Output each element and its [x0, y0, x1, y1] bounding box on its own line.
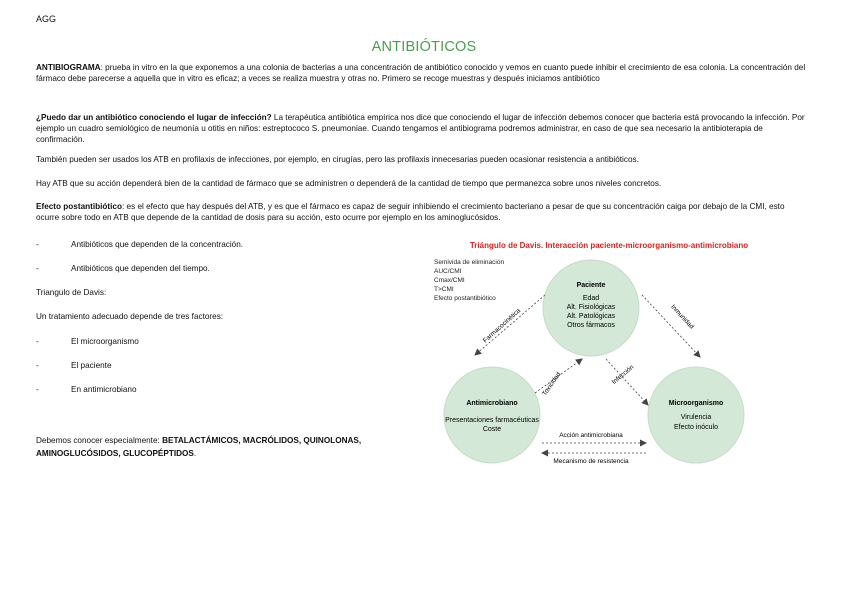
closing-paragraph: [36, 434, 366, 460]
bullet-dash: -: [36, 385, 39, 394]
pharmacokinetics-label: Farmacocinética: [481, 307, 523, 345]
pk-line: Efecto postantibiótico: [434, 295, 496, 302]
antibiograma-term: ANTIBIOGRAMA: [36, 63, 101, 72]
patient-factor: Otros fármacos: [567, 322, 615, 329]
patient-factor: Alt. Fisiológicas: [566, 304, 616, 311]
resistance-label: Mecanismo de resistencia: [553, 458, 629, 465]
davis-label: Triangulo de Davis:: [36, 288, 107, 297]
immunity-label: Inmunidad: [669, 303, 696, 331]
antimicrobial-factor: Presentaciones farmacéuticas: [445, 417, 539, 424]
closing-end: .: [193, 449, 197, 458]
diagram-title: Triángulo de Davis. Interacción paciente-microorganismo-antimicrobiano: [469, 241, 749, 250]
antimicrobial-action-label: Acción antimicrobiana: [559, 432, 623, 439]
bullet-text: Antibióticos que dependen de la concentración.: [71, 240, 244, 249]
patient-factor: Alt. Patológicas: [566, 313, 616, 320]
dependency-paragraph: Hay ATB que su acción dependerá bien de la cantidad de fármaco que se administren o dependerá de la cantidad de tiempo que permanezca sobre unos niveles concretos.: [36, 179, 662, 188]
closing-text: Debemos conocer especialmente:: [36, 436, 163, 445]
bullet-text: El paciente: [71, 361, 112, 370]
bullet-text: El microorganismo: [71, 337, 139, 346]
bullet-dash: -: [36, 337, 39, 346]
bullet-dash: -: [36, 240, 39, 249]
pk-parameters: [434, 259, 504, 302]
toxicity-label: Toxicidad: [541, 371, 563, 398]
page-title: ANTIBIÓTICOS: [371, 39, 477, 55]
infection-site-paragraph: [36, 112, 808, 145]
antibiograma-text: : prueba in vitro en la que exponemos a una colonia de bacterias a una concentración de antibiótico conocido y vemos en cuanto puede inhibir el crecimiento de esa colonia. La concentración del fármaco debe parecerse a aquella que in vitro es eficaz; a veces se realiza muestra y otras no. Primero se recoge muestras y después iniciamos antibiótico: [36, 63, 806, 83]
bullet-dash: -: [36, 264, 39, 273]
patient-title: Paciente: [576, 282, 606, 289]
microorganism-factor: Virulencia: [680, 414, 712, 421]
prophylaxis-paragraph: También pueden ser usados los ATB en profilaxis de infecciones, por ejemplo, en cirugías, pero las profilaxis innecesarias pueden ocasionar resistencia a antibióticos.: [36, 155, 639, 164]
antimicrobial-circle: [444, 367, 540, 463]
microorganism-factor: Efecto inóculo: [674, 424, 718, 431]
infection-site-question: ¿Puedo dar un antibiótico conociendo el lugar de infección?: [36, 113, 272, 122]
pk-line: Cmax/CMI: [434, 277, 465, 284]
infection-label: Infección: [610, 363, 636, 386]
infection-site-text: La terapéutica antibiótica empírica nos dice que conociendo el lugar de infección debemos conocer que bacteria está provocando la infección. Por ejemplo un cuadro semiológico de neumonía u otitis en niños: estreptococo S. pneumoniae. Cuando tengamos el antibiograma podremos administrar, en caso de que sea necesario la antibioterapia de confirmación.: [36, 113, 805, 144]
pharmacokinetics-arrow: [475, 295, 545, 355]
patient-factor: Edad: [582, 295, 600, 302]
author-tag: AGG: [36, 14, 57, 24]
pk-line: AUC/CMI: [434, 268, 462, 275]
postantibiotic-paragraph: [36, 201, 808, 223]
antimicrobial-factor: Coste: [482, 426, 502, 433]
bullet-text: En antimicrobiano: [71, 385, 137, 394]
bullet-text: Antibióticos que dependen del tiempo.: [71, 264, 210, 273]
bullet-dash: -: [36, 361, 39, 370]
pk-line: T>CMI: [434, 286, 454, 293]
factors-intro: Un tratamiento adecuado depende de tres factores:: [36, 312, 224, 321]
closing-antibiotic-families: BETALACTÁMICOS, MACRÓLIDOS, QUINOLONAS, AMINOGLUCÓSIDOS, GLUCOPÉPTIDOS: [36, 436, 362, 458]
davis-triangle-diagram: [410, 235, 770, 470]
postantibiotic-term: Efecto postantibiótico: [36, 202, 122, 211]
antibiograma-paragraph: [36, 62, 808, 84]
pk-line: Semivida de eliminación: [434, 259, 505, 266]
antimicrobial-title: Antimicrobiano: [466, 400, 518, 407]
postantibiotic-text: : es el efecto que hay después del ATB, y es que el fármaco es capaz de seguir inhibiendo el crecimiento bacteriano a pesar de que su concentración caiga por debajo de la CMI, esto ocurre sobre todo en ATB que depende de la cantidad de dosis para su acción, esto ocurre por ejemplo en los aminoglucósidos.: [36, 202, 785, 222]
microorganism-title: Microorganismo: [668, 400, 724, 407]
